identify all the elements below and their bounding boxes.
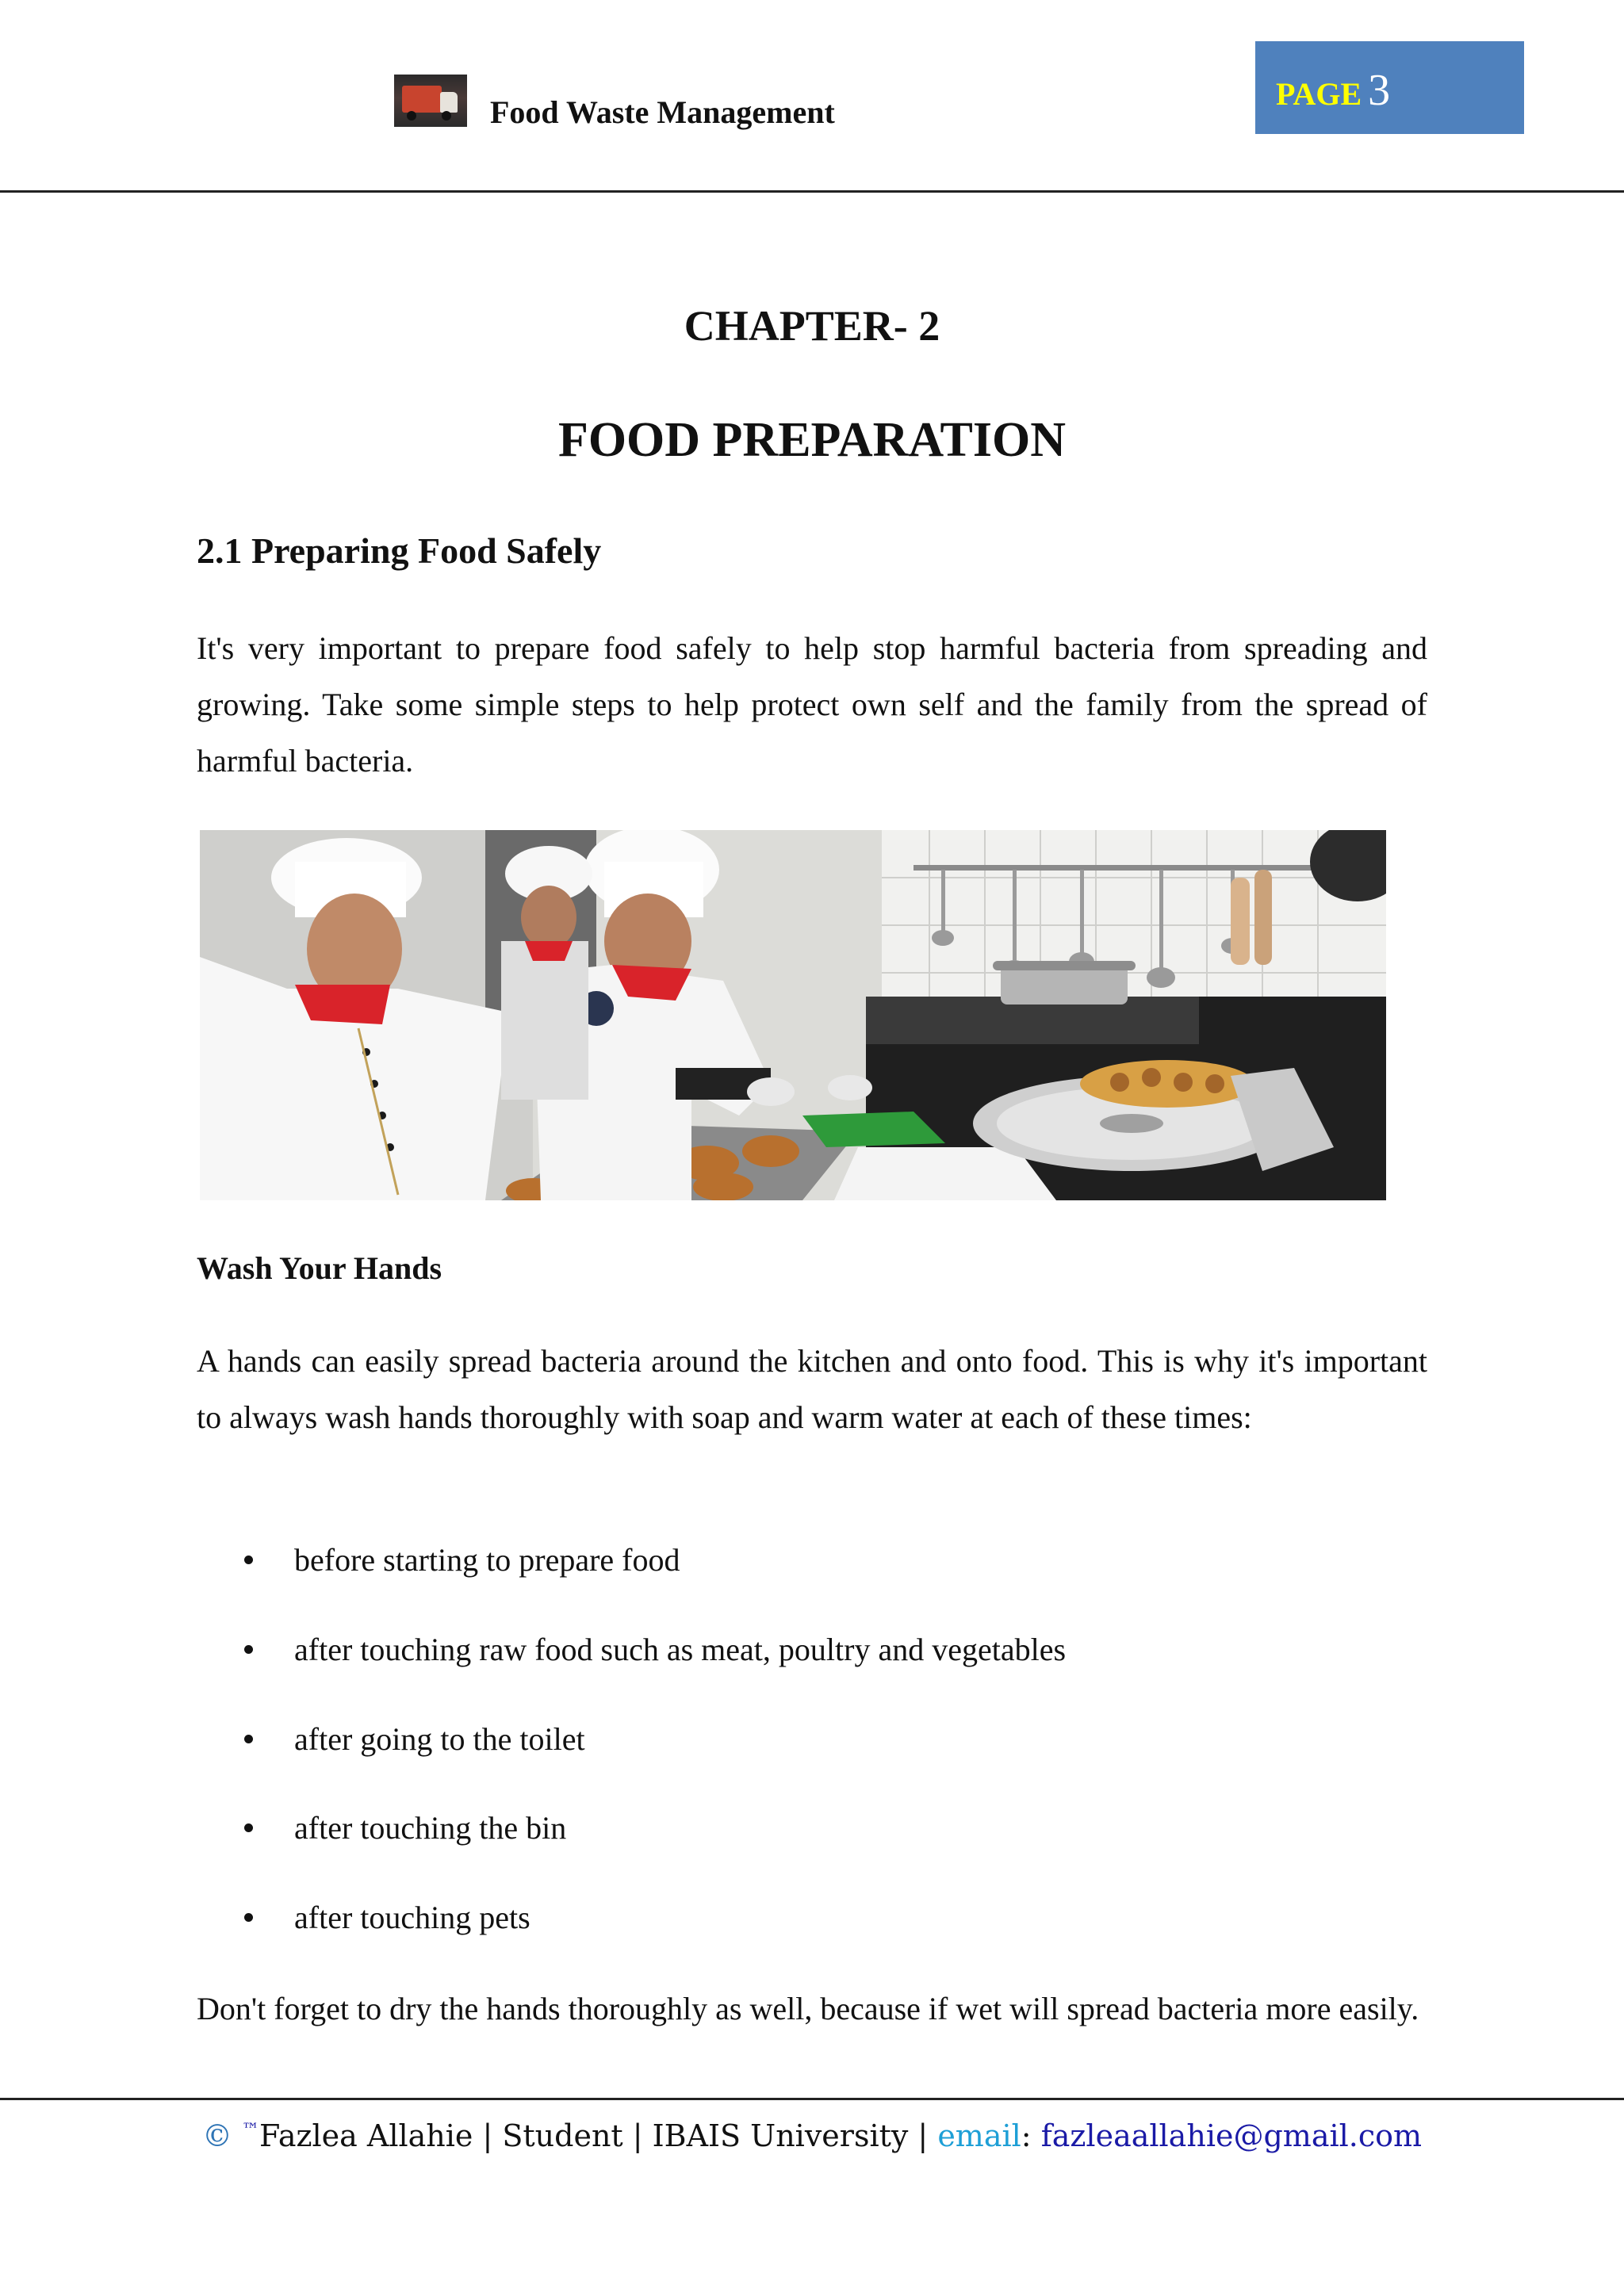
list-item: after touching raw food such as meat, poultry and vegetables: [244, 1631, 1066, 1668]
section-title: FOOD PREPARATION: [557, 413, 1067, 467]
header-title: Food Waste Management: [490, 94, 835, 130]
footer-university: IBAIS University: [652, 2118, 909, 2153]
footer-author: Fazlea Allahie: [259, 2118, 473, 2153]
bullet-icon: [244, 1645, 253, 1654]
bullet-icon: [244, 1913, 253, 1922]
wash-hands-paragraph: A hands can easily spread bacteria around the kitchen and onto food. This is why it's important to always wash hands thoroughly with soap and warm water at each of these times:: [197, 1343, 1427, 1435]
header-logo: [394, 75, 467, 127]
trademark-symbol: ™: [242, 2120, 260, 2141]
subsection-title: 2.1 Preparing Food Safely: [197, 530, 602, 571]
page-number: 3: [1368, 66, 1391, 115]
list-item: after touching pets: [244, 1899, 530, 1936]
footer-email-label: email: [937, 2118, 1021, 2153]
bullet-icon: [244, 1735, 253, 1743]
copyright-symbol: ©: [201, 2118, 232, 2153]
header-divider: [0, 190, 1624, 193]
footer-email-link[interactable]: fazleaallahie@gmail.com: [1040, 2118, 1423, 2153]
page-label: PAGE: [1276, 76, 1362, 112]
page-number-box: [1255, 41, 1524, 134]
closing-paragraph: Don't forget to dry the hands thoroughly as well, because if wet will spread bacteria more easily.: [197, 1991, 1419, 2026]
chefs-kitchen-photo: [200, 830, 1386, 1200]
footer: © ™Fazlea Allahie | Student | IBAIS University | email: fazleaallahie@gmail.com: [201, 2118, 1423, 2153]
footer-divider: [0, 2098, 1624, 2100]
wash-hands-heading: Wash Your Hands: [197, 1250, 442, 1286]
bullet-icon: [244, 1823, 253, 1832]
list-item: before starting to prepare food: [244, 1541, 680, 1578]
footer-role: Student: [502, 2118, 623, 2153]
list-item: after touching the bin: [244, 1809, 566, 1846]
chapter-heading: CHAPTER- 2: [684, 302, 940, 350]
intro-paragraph: It's very important to prepare food safely to help stop harmful bacteria from spreading and growing. Take some simple steps to help protect own self and the family from the spread of harmful bacteria.: [197, 630, 1427, 779]
list-item: after going to the toilet: [244, 1720, 585, 1758]
bullet-icon: [244, 1556, 253, 1564]
